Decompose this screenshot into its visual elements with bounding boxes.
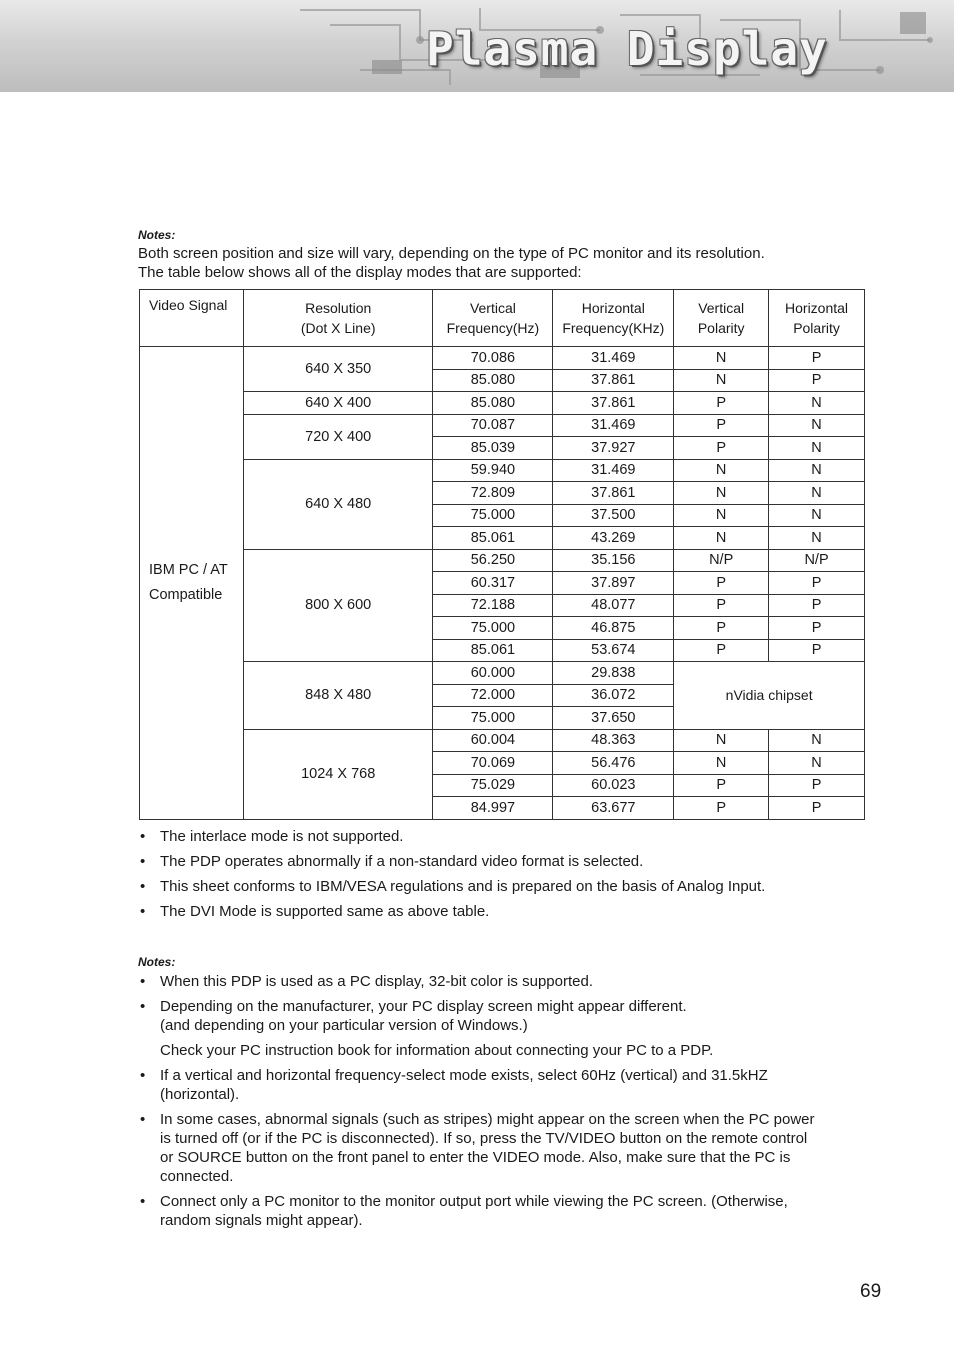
notes-heading: Notes: — [138, 228, 176, 242]
horizontal-polarity-cell: P — [769, 594, 865, 617]
vertical-polarity-cell: P — [674, 437, 769, 460]
horizontal-frequency-cell: 48.363 — [553, 729, 674, 752]
list-item: • The DVI Mode is supported same as above table. — [140, 903, 490, 920]
horizontal-frequency-cell: 37.650 — [553, 707, 674, 730]
vertical-polarity-cell: P — [674, 594, 769, 617]
horizontal-frequency-cell: 37.861 — [553, 392, 674, 415]
resolution-cell: 1024 X 768 — [243, 729, 433, 819]
horizontal-polarity-cell: P — [769, 797, 865, 820]
horizontal-polarity-cell: N — [769, 392, 865, 415]
header-banner — [0, 0, 954, 92]
resolution-cell: 720 X 400 — [243, 414, 433, 459]
vertical-frequency-cell: 85.080 — [433, 392, 553, 415]
vertical-polarity-cell: N — [674, 482, 769, 505]
header-horizontal-frequency: Horizontal Frequency(KHz) — [553, 290, 674, 347]
table-row — [140, 662, 865, 685]
video-signal-cell: IBM PC / AT Compatible — [140, 347, 244, 820]
horizontal-polarity-cell: P — [769, 617, 865, 640]
vertical-polarity-cell: N — [674, 459, 769, 482]
vertical-polarity-cell: P — [674, 639, 769, 662]
vertical-polarity-cell: N — [674, 729, 769, 752]
resolution-cell: 640 X 350 — [243, 347, 433, 392]
vertical-polarity-cell: P — [674, 572, 769, 595]
table-header-row — [140, 290, 865, 347]
list-item: • The PDP operates abnormally if a non-standard video format is selected. — [140, 853, 644, 870]
vertical-polarity-cell: P — [674, 774, 769, 797]
table-bullets — [138, 827, 765, 921]
resolution-cell: 640 X 480 — [243, 459, 433, 549]
vertical-frequency-cell: 75.000 — [433, 617, 553, 640]
horizontal-polarity-cell: N — [769, 504, 865, 527]
horizontal-frequency-cell: 31.469 — [553, 414, 674, 437]
table-row — [140, 414, 865, 437]
horizontal-frequency-cell: 46.875 — [553, 617, 674, 640]
resolution-cell: 848 X 480 — [243, 662, 433, 730]
horizontal-frequency-cell: 63.677 — [553, 797, 674, 820]
header-vertical-polarity: Vertical Polarity — [674, 290, 769, 347]
header-resolution: Resolution (Dot X Line) — [243, 290, 433, 347]
header-vertical-frequency: Vertical Frequency(Hz) — [433, 290, 553, 347]
horizontal-frequency-cell: 37.897 — [553, 572, 674, 595]
notes-bullets — [138, 972, 815, 1230]
list-item: • Depending on the manufacturer, your PC display screen might appear different. (and depending on your particular version of Windows.) Check your PC instruction book for information about connecting your PC to a PDP. — [140, 998, 714, 1059]
horizontal-frequency-cell: 36.072 — [553, 684, 674, 707]
horizontal-polarity-cell: N/P — [769, 549, 865, 572]
list-item: • This sheet conforms to IBM/VESA regulations and is prepared on the basis of Analog Input. — [140, 878, 766, 895]
horizontal-frequency-cell: 43.269 — [553, 527, 674, 550]
nvidia-chipset-cell: nVidia chipset — [674, 662, 865, 730]
vertical-frequency-cell: 85.080 — [433, 369, 553, 392]
vertical-polarity-cell: N — [674, 504, 769, 527]
list-item: • The interlace mode is not supported. — [140, 828, 404, 845]
vertical-frequency-cell: 60.317 — [433, 572, 553, 595]
resolution-cell: 800 X 600 — [243, 549, 433, 662]
horizontal-frequency-cell: 56.476 — [553, 752, 674, 775]
vertical-frequency-cell: 60.000 — [433, 662, 553, 685]
vertical-polarity-cell: N/P — [674, 549, 769, 572]
vertical-polarity-cell: P — [674, 414, 769, 437]
horizontal-frequency-cell: 35.156 — [553, 549, 674, 572]
horizontal-frequency-cell: 37.861 — [553, 369, 674, 392]
horizontal-polarity-cell: N — [769, 437, 865, 460]
vertical-frequency-cell: 72.000 — [433, 684, 553, 707]
vertical-frequency-cell: 70.086 — [433, 347, 553, 370]
notes-heading-2: Notes: — [138, 955, 176, 969]
vertical-frequency-cell: 75.029 — [433, 774, 553, 797]
vertical-frequency-cell: 72.809 — [433, 482, 553, 505]
table-row — [140, 729, 865, 752]
notes-text-2: The table below shows all of the display modes that are supported: — [138, 264, 582, 281]
horizontal-frequency-cell: 60.023 — [553, 774, 674, 797]
vertical-polarity-cell: N — [674, 369, 769, 392]
vertical-frequency-cell: 85.061 — [433, 639, 553, 662]
table-row — [140, 459, 865, 482]
list-item: • If a vertical and horizontal frequency-select mode exists, select 60Hz (vertical) and 31.5kHZ (horizontal). — [140, 1067, 768, 1103]
vertical-polarity-cell: P — [674, 392, 769, 415]
horizontal-polarity-cell: N — [769, 482, 865, 505]
horizontal-polarity-cell: N — [769, 459, 865, 482]
display-modes-table — [139, 289, 865, 820]
horizontal-frequency-cell: 31.469 — [553, 347, 674, 370]
vertical-frequency-cell: 85.039 — [433, 437, 553, 460]
list-item: • In some cases, abnormal signals (such as stripes) might appear on the screen when the PC power is turned off (or if the PC is disconnected). If so, press the TV/VIDEO button on the remote control or SOURCE button on the front panel to enter the VIDEO mode. Also, make sure that the PC is connected. — [140, 1111, 815, 1185]
vertical-frequency-cell: 56.250 — [433, 549, 553, 572]
resolution-cell: 640 X 400 — [243, 392, 433, 415]
vertical-polarity-cell: P — [674, 617, 769, 640]
vertical-frequency-cell: 60.004 — [433, 729, 553, 752]
horizontal-frequency-cell: 48.077 — [553, 594, 674, 617]
vertical-polarity-cell: N — [674, 527, 769, 550]
vertical-frequency-cell: 75.000 — [433, 707, 553, 730]
horizontal-polarity-cell: N — [769, 527, 865, 550]
vertical-frequency-cell: 72.188 — [433, 594, 553, 617]
vertical-polarity-cell: N — [674, 752, 769, 775]
vertical-frequency-cell: 59.940 — [433, 459, 553, 482]
notes-text-1: Both screen position and size will vary, depending on the type of PC monitor and its resolution. — [138, 245, 765, 262]
vertical-polarity-cell: N — [674, 347, 769, 370]
horizontal-frequency-cell: 37.500 — [553, 504, 674, 527]
list-item: • When this PDP is used as a PC display, 32-bit color is supported. — [140, 973, 593, 990]
table-row — [140, 549, 865, 572]
page-number: 69 — [860, 1281, 882, 1302]
vertical-frequency-cell: 85.061 — [433, 527, 553, 550]
vertical-frequency-cell: 70.069 — [433, 752, 553, 775]
page-title: Plasma Display — [426, 22, 828, 76]
vertical-frequency-cell: 75.000 — [433, 504, 553, 527]
list-item: • Connect only a PC monitor to the monitor output port while viewing the PC screen. (Otherwise, random signals might appear). — [140, 1193, 788, 1229]
horizontal-polarity-cell: N — [769, 729, 865, 752]
table-row — [140, 347, 865, 370]
vertical-frequency-cell: 70.087 — [433, 414, 553, 437]
horizontal-polarity-cell: N — [769, 752, 865, 775]
horizontal-frequency-cell: 31.469 — [553, 459, 674, 482]
horizontal-polarity-cell: P — [769, 572, 865, 595]
header-video-signal: Video Signal — [140, 290, 244, 347]
horizontal-frequency-cell: 29.838 — [553, 662, 674, 685]
table-row — [140, 392, 865, 415]
horizontal-polarity-cell: P — [769, 639, 865, 662]
horizontal-frequency-cell: 37.861 — [553, 482, 674, 505]
horizontal-frequency-cell: 53.674 — [553, 639, 674, 662]
horizontal-polarity-cell: P — [769, 369, 865, 392]
horizontal-polarity-cell: N — [769, 414, 865, 437]
horizontal-polarity-cell: P — [769, 774, 865, 797]
header-horizontal-polarity: Horizontal Polarity — [769, 290, 865, 347]
horizontal-frequency-cell: 37.927 — [553, 437, 674, 460]
vertical-polarity-cell: P — [674, 797, 769, 820]
horizontal-polarity-cell: P — [769, 347, 865, 370]
vertical-frequency-cell: 84.997 — [433, 797, 553, 820]
